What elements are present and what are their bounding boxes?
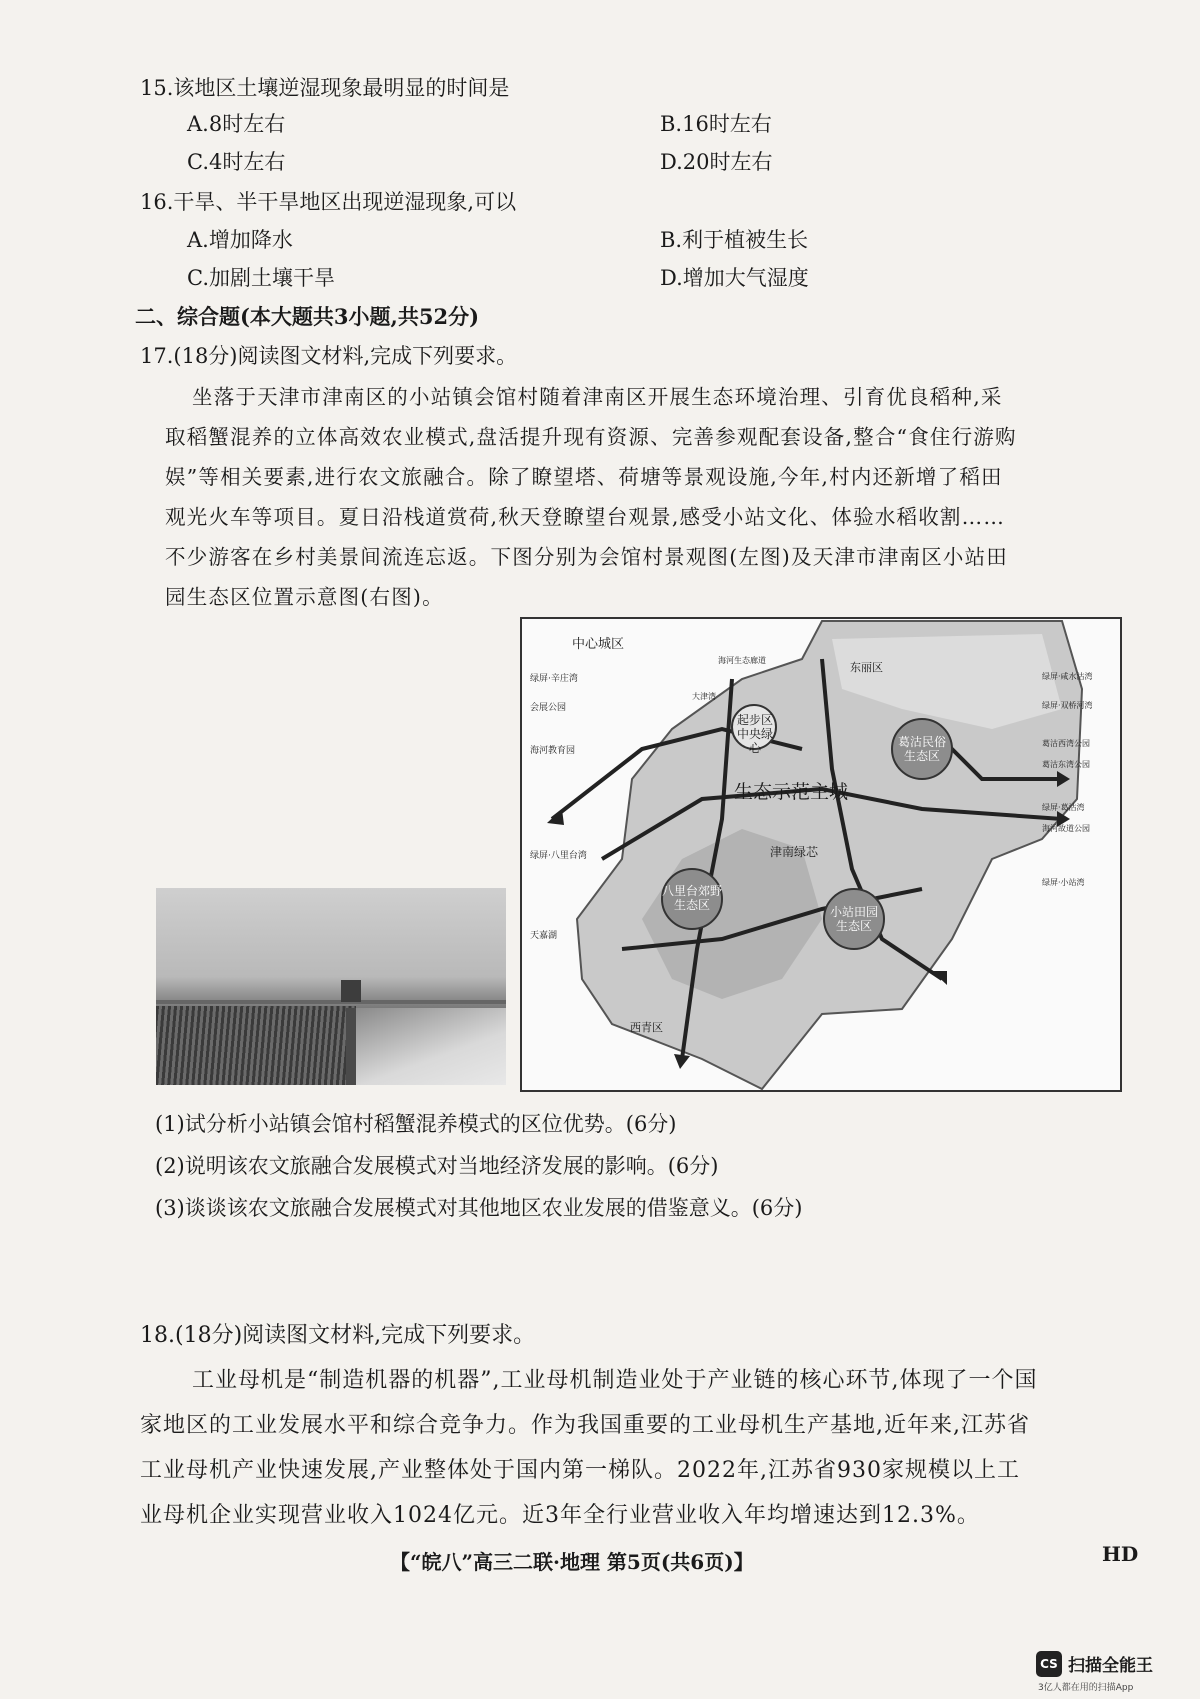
q16-option-a: A.增加降水 <box>187 228 293 252</box>
map-right-label: 绿屏·咸水沽湾 <box>1042 672 1093 681</box>
map-zone-label: 小站田园生态区 <box>829 905 878 933</box>
q17-para-line: 园生态区位置示意图(右图)。 <box>165 585 444 609</box>
map-title: 中心城区 <box>572 637 625 652</box>
map-right-label: 葛沽西湾公园 <box>1042 739 1090 748</box>
watermark-tagline: 3亿人都在用的扫描App <box>1038 1683 1134 1693</box>
q17-subquestion-1: (1)试分析小站镇会馆村稻蟹混养模式的区位优势。(6分) <box>155 1112 677 1136</box>
footer-code: HD <box>1102 1542 1139 1566</box>
q17-subquestion-2: (2)说明该农文旅融合发展模式对当地经济发展的影响。(6分) <box>155 1154 719 1178</box>
q18-para-line: 家地区的工业发展水平和综合竞争力。作为我国重要的工业母机生产基地,近年来,江苏省 <box>140 1413 1030 1438</box>
map-place-label: 西青区 <box>630 1021 663 1034</box>
map-place-label: 海河生态廊道 <box>718 656 766 665</box>
q17-para-line: 不少游客在乡村美景间流连忘返。下图分别为会馆村景观图(左图)及天津市津南区小站田 <box>165 545 1008 569</box>
map-right-label: 绿屏·葛沽湾 <box>1042 803 1085 812</box>
q17-para-line: 坐落于天津市津南区的小站镇会馆村随着津南区开展生态环境治理、引育优良稻种,采 <box>192 385 1003 409</box>
map-left-label: 会展公园 <box>530 703 567 713</box>
q16-option-c: C.加剧土壤干旱 <box>187 266 335 290</box>
q17-stem: 17.(18分)阅读图文材料,完成下列要求。 <box>140 344 518 368</box>
q17-para-line: 娱”等相关要素,进行农文旅融合。除了瞭望塔、荷塘等景观设施,今年,村内还新增了稻田 <box>165 465 1003 489</box>
map-right-label: 绿屏·小站湾 <box>1042 878 1085 887</box>
village-landscape-photo <box>156 888 506 1085</box>
q17-para-line: 取稻蟹混养的立体高效农业模式,盘活提升现有资源、完善参观配套设备,整合“食住行游购 <box>165 425 1017 449</box>
q15-stem: 15.该地区土壤逆湿现象最明显的时间是 <box>140 76 510 100</box>
q16-option-d: D.增加大气湿度 <box>660 266 809 290</box>
camscanner-logo: CS <box>1036 1651 1062 1677</box>
location-map <box>520 617 1122 1092</box>
q18-para-line: 业母机企业实现营业收入1024亿元。近3年全行业营业收入年均增速达到12.3%。 <box>140 1503 980 1528</box>
q15-option-d: D.20时左右 <box>660 150 773 174</box>
map-zone-label: 津南绿芯 <box>770 845 819 859</box>
map-right-label: 葛沽东湾公园 <box>1042 760 1090 769</box>
map-left-label: 天嘉湖 <box>530 931 558 941</box>
q16-option-b: B.利于植被生长 <box>660 228 809 252</box>
q15-option-c: C.4时左右 <box>187 150 286 174</box>
map-place-label: 大津湾 <box>692 692 716 701</box>
q18-stem: 18.(18分)阅读图文材料,完成下列要求。 <box>140 1323 536 1348</box>
map-right-label: 绿屏·双桥河湾 <box>1042 701 1093 710</box>
map-right-label: 海河故道公园 <box>1042 824 1090 833</box>
q17-para-line: 观光火车等项目。夏日沿栈道赏荷,秋天登瞭望台观景,感受小站文化、体验水稻收割…… <box>165 505 1006 529</box>
watermark-name: 扫描全能王 <box>1068 1656 1153 1676</box>
map-place-label: 东丽区 <box>850 661 883 674</box>
q18-para-line: 工业母机产业快速发展,产业整体处于国内第一梯队。2022年,江苏省930家规模以上工 <box>140 1458 1020 1483</box>
q16-stem: 16.干旱、半干旱地区出现逆湿现象,可以 <box>140 190 517 214</box>
q18-para-line: 工业母机是“制造机器的机器”,工业母机制造业处于产业链的核心环节,体现了一个国 <box>192 1368 1038 1393</box>
map-zone-label: 起步区中央绿心 <box>736 713 773 755</box>
map-zone-label: 八里台郊野生态区 <box>662 884 723 912</box>
q15-option-a: A.8时左右 <box>187 112 286 136</box>
map-left-label: 绿屏·八里台湾 <box>530 851 587 861</box>
section-heading: 二、综合题(本大题共3小题,共52分) <box>135 304 480 329</box>
page-footer: 【“皖八”高三二联·地理 第5页(共6页)】 <box>390 1550 754 1574</box>
map-left-label: 绿屏·辛庄湾 <box>530 674 578 684</box>
q15-option-b: B.16时左右 <box>660 112 772 136</box>
map-zone-label: 葛沽民俗生态区 <box>897 735 946 763</box>
map-left-label: 海河教育园 <box>530 746 576 756</box>
q17-subquestion-3: (3)谈谈该农文旅融合发展模式对其他地区农业发展的借鉴意义。(6分) <box>155 1196 803 1220</box>
map-main-zone: 生态示范主城 <box>734 781 849 803</box>
